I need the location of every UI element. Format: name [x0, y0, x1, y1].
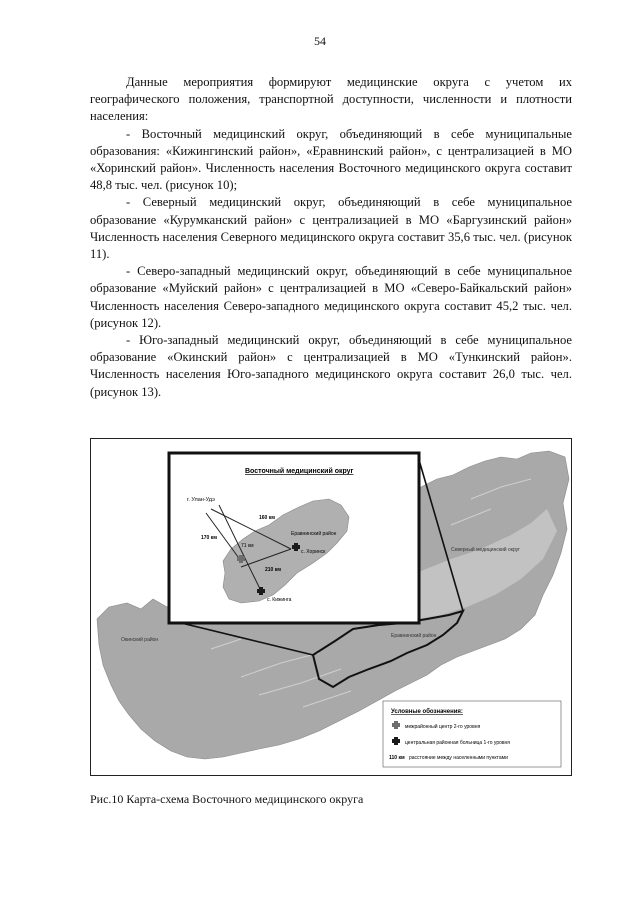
label-kizhinga: с. Кижинга — [267, 597, 292, 603]
label-khorinsk: с. Хоринск — [301, 549, 326, 555]
figure-caption: Рис.10 Карта-схема Восточного медицинского округа — [90, 792, 364, 806]
paragraph-northwest-district: - Северо-западный медицинский округ, объединяющий в себе муниципальное образование «Муйский район» с централизацией в МО «Северо-Байкальский район» Численность населения Северо-западного медицинского округа составит 45,2 тыс. чел. (рисунок 12). — [90, 264, 572, 330]
legend-item-1: межрайонный центр 2-го уровня — [405, 724, 481, 730]
label-distance-b: 160 км — [259, 515, 275, 521]
page-number: 54 — [314, 34, 326, 48]
paragraph-intro: Данные мероприятия формируют медицинские округа с учетом их географического положения, транспортной доступности, численности и плотности населения: — [90, 75, 572, 124]
legend-distance-sample: 110 км — [389, 755, 405, 761]
label-center-region: Еравнинский район — [391, 633, 437, 639]
label-eravna: Еравнинский район — [291, 531, 337, 537]
paragraph-north-district: - Северный медицинский округ, объединяющий в себе муниципальное образование «Курумканский район» с централизацией в МО «Баргузинский район» Численность населения Северного медицинского округа составит 35,6 тыс. чел. (рисунок 11). — [90, 195, 572, 262]
label-distance-c: 210 км — [265, 567, 281, 573]
label-distance-d: 71 км — [241, 543, 254, 549]
paragraph-southwest-district: - Юго-западный медицинский округ, объединяющий в себе муниципальное образование «Окинский район» с централизацией в МО «Тункинский район». Численность населения Юго-западного медицинского округа составит 26,0 тыс. чел. (рисунок 13). — [90, 333, 572, 399]
label-ulan-ude: г. Улан-Удэ — [187, 497, 215, 503]
paragraph-east-district: - Восточный медицинский округ, объединяющий в себе муниципальные образования: «Кижингинский район», «Еравнинский район», с централизацией в МО «Хоринский район». Численность населения Восточного медицинского округа составит 48,8 тыс. чел. (рисунок 10); — [90, 126, 572, 193]
map-figure — [90, 438, 572, 776]
label-right-region: Северный медицинский округ — [451, 547, 521, 553]
label-distance-a: 170 км — [201, 535, 217, 541]
inset-title: Восточный медицинский округ — [245, 468, 354, 475]
map-scheme — [91, 439, 571, 775]
legend-item-3: расстояние между населенными пунктами — [409, 755, 508, 761]
legend-item-2: центральная районная больница 1-го уровня — [405, 740, 511, 746]
body-text — [90, 74, 572, 401]
label-left-region: Окинский район — [121, 637, 159, 643]
legend-title: Условные обозначения: — [391, 709, 463, 715]
